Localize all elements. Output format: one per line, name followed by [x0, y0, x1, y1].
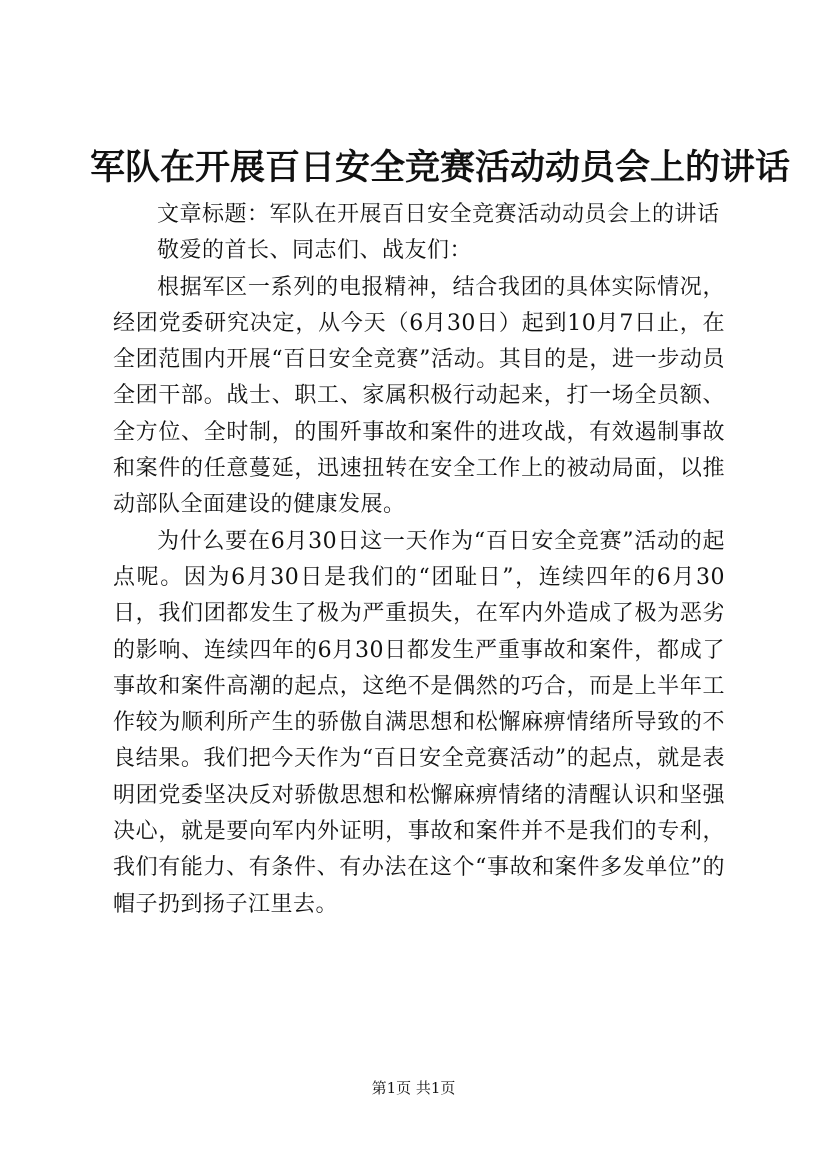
- document-body: [113, 197, 725, 923]
- article-title-line: 文章标题：军队在开展百日安全竞赛活动动员会上的讲话: [157, 202, 720, 227]
- document-title: 军队在开展百日安全竞赛活动动员会上的讲话: [90, 147, 791, 188]
- page-footer: 第1页 共1页: [371, 1079, 456, 1097]
- body-paragraph: 根据军区一系列的电报精神，结合我团的具体实际情况，经团党委研究决定，从今天（6月30日）起到10月7日止，在全团范围内开展“百日安全竞赛”活动。其目的是，进一步动员全团干部。战士、职工、家属积极行动起来，打一场全员额、全方位、全时制，的围歼事故和案件的进攻战，有效遏制事故和案件的任意蔓延，迅速扭转在安全工作上的被动局面，以推动部队全面建设的健康发展。: [113, 274, 725, 518]
- body-paragraph: 为什么要在6月30日这一天作为“百日安全竞赛”活动的起点呢。因为6月30日是我们的“团耻日”，连续四年的6月30日，我们团都发生了极为严重损失，在军内外造成了极为恶劣的影响、连续四年的6月30日都发生严重事故和案件，都成了事故和案件高潮的起点，这绝不是偶然的巧合，而是上半年工作较为顺利所产生的骄傲自满思想和松懈麻痹情绪所导致的不良结果。我们把今天作为“百日安全竞赛活动”的起点，就是表明团党委坚决反对骄傲思想和松懈麻痹情绪的清醒认识和坚强决心，就是要向军内外证明，事故和案件并不是我们的专利，我们有能力、有条件、有办法在这个“事故和案件多发单位”的帽子扔到扬子江里去。: [113, 528, 725, 917]
- salutation: 敬爱的首长、同志们、战友们：: [157, 238, 473, 264]
